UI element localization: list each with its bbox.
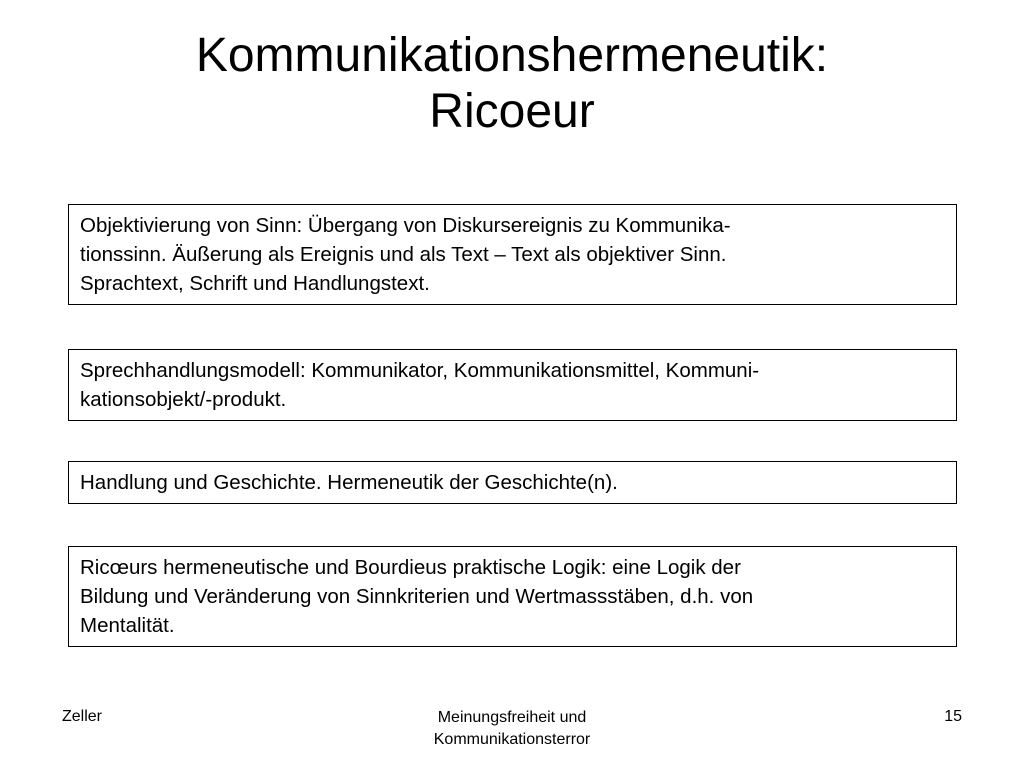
footer-title-line-2: Kommunikationsterror [433, 731, 591, 748]
text-box-line: Sprechhandlungsmodell: Kommunikator, Kommunikationsmittel, Kommuni- [80, 359, 760, 382]
slide-title-line-1: Kommunikationshermeneutik: [195, 29, 829, 82]
slide-title-line-2: Ricoeur [429, 85, 595, 138]
text-box-line: Objektivierung von Sinn: Übergang von Diskursereignis zu Kommunika- [80, 214, 731, 237]
text-box-line: Sprachtext, Schrift und Handlungstext. [80, 272, 430, 295]
text-box-handlung-geschichte [68, 461, 957, 504]
footer-page-number: 15 [944, 708, 962, 725]
text-box-line: Ricœurs hermeneutische und Bourdieus praktische Logik: eine Logik der [80, 556, 741, 579]
text-box-line: Mentalität. [80, 614, 175, 637]
slide-title [60, 28, 964, 140]
footer-presentation-title [362, 707, 662, 751]
footer-author: Zeller [62, 708, 103, 725]
text-box-line: Bildung und Veränderung von Sinnkriterien und Wertmassstäben, d.h. von [80, 585, 754, 608]
text-box-sprechhandlungsmodell [68, 349, 957, 421]
text-box-line: Handlung und Geschichte. Hermeneutik der Geschichte(n). [80, 471, 618, 494]
text-box-line: kationsobjekt/-produkt. [80, 388, 287, 411]
text-box-line: tionssinn. Äußerung als Ereignis und als Text – Text als objektiver Sinn. [80, 243, 727, 266]
text-box-ricoeur-bourdieu [68, 546, 957, 647]
text-box-objektivierung [68, 204, 957, 305]
footer-title-line-1: Meinungsfreiheit und [437, 709, 587, 726]
